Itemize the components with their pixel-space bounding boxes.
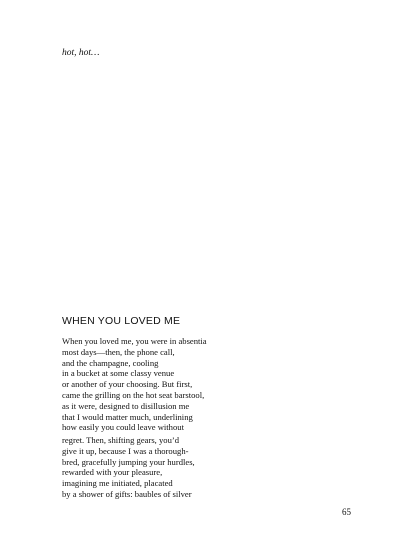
- poem-line: When you loved me, you were in absentia: [62, 336, 207, 346]
- poem-line: or another of your choosing. But first,: [62, 379, 193, 390]
- poem-line: as it were, designed to disillusion me: [62, 400, 190, 411]
- poem-line: give it up, because I was a thorough-: [62, 445, 189, 456]
- poem-line: imagining me initiated, placated: [62, 478, 173, 489]
- carryover-line: hot, hot…: [62, 48, 100, 58]
- stanza-1: [62, 336, 207, 433]
- poem-title: WHEN YOU LOVED ME: [62, 315, 181, 327]
- poem-line: how easily you could leave without: [62, 422, 184, 433]
- poem-line: in a bucket at some classy venue: [62, 368, 175, 379]
- poem-line: most days—then, the phone call,: [62, 346, 175, 357]
- poem-line: came the grilling on the hot seat barstool,: [62, 389, 205, 400]
- poem-line: by a shower of gifts: baubles of silver: [62, 488, 192, 499]
- poem-line: that I would matter much, underlining: [62, 411, 193, 422]
- poem-line: regret. Then, shifting gears, you’d: [62, 435, 180, 445]
- stanza-2: [62, 435, 195, 500]
- page-number: 65: [342, 507, 351, 517]
- poem-line: bred, gracefully jumping your hurdles,: [62, 456, 195, 467]
- poem-line: and the champagne, cooling: [62, 357, 159, 368]
- poem-line: rewarded with your pleasure,: [62, 467, 163, 478]
